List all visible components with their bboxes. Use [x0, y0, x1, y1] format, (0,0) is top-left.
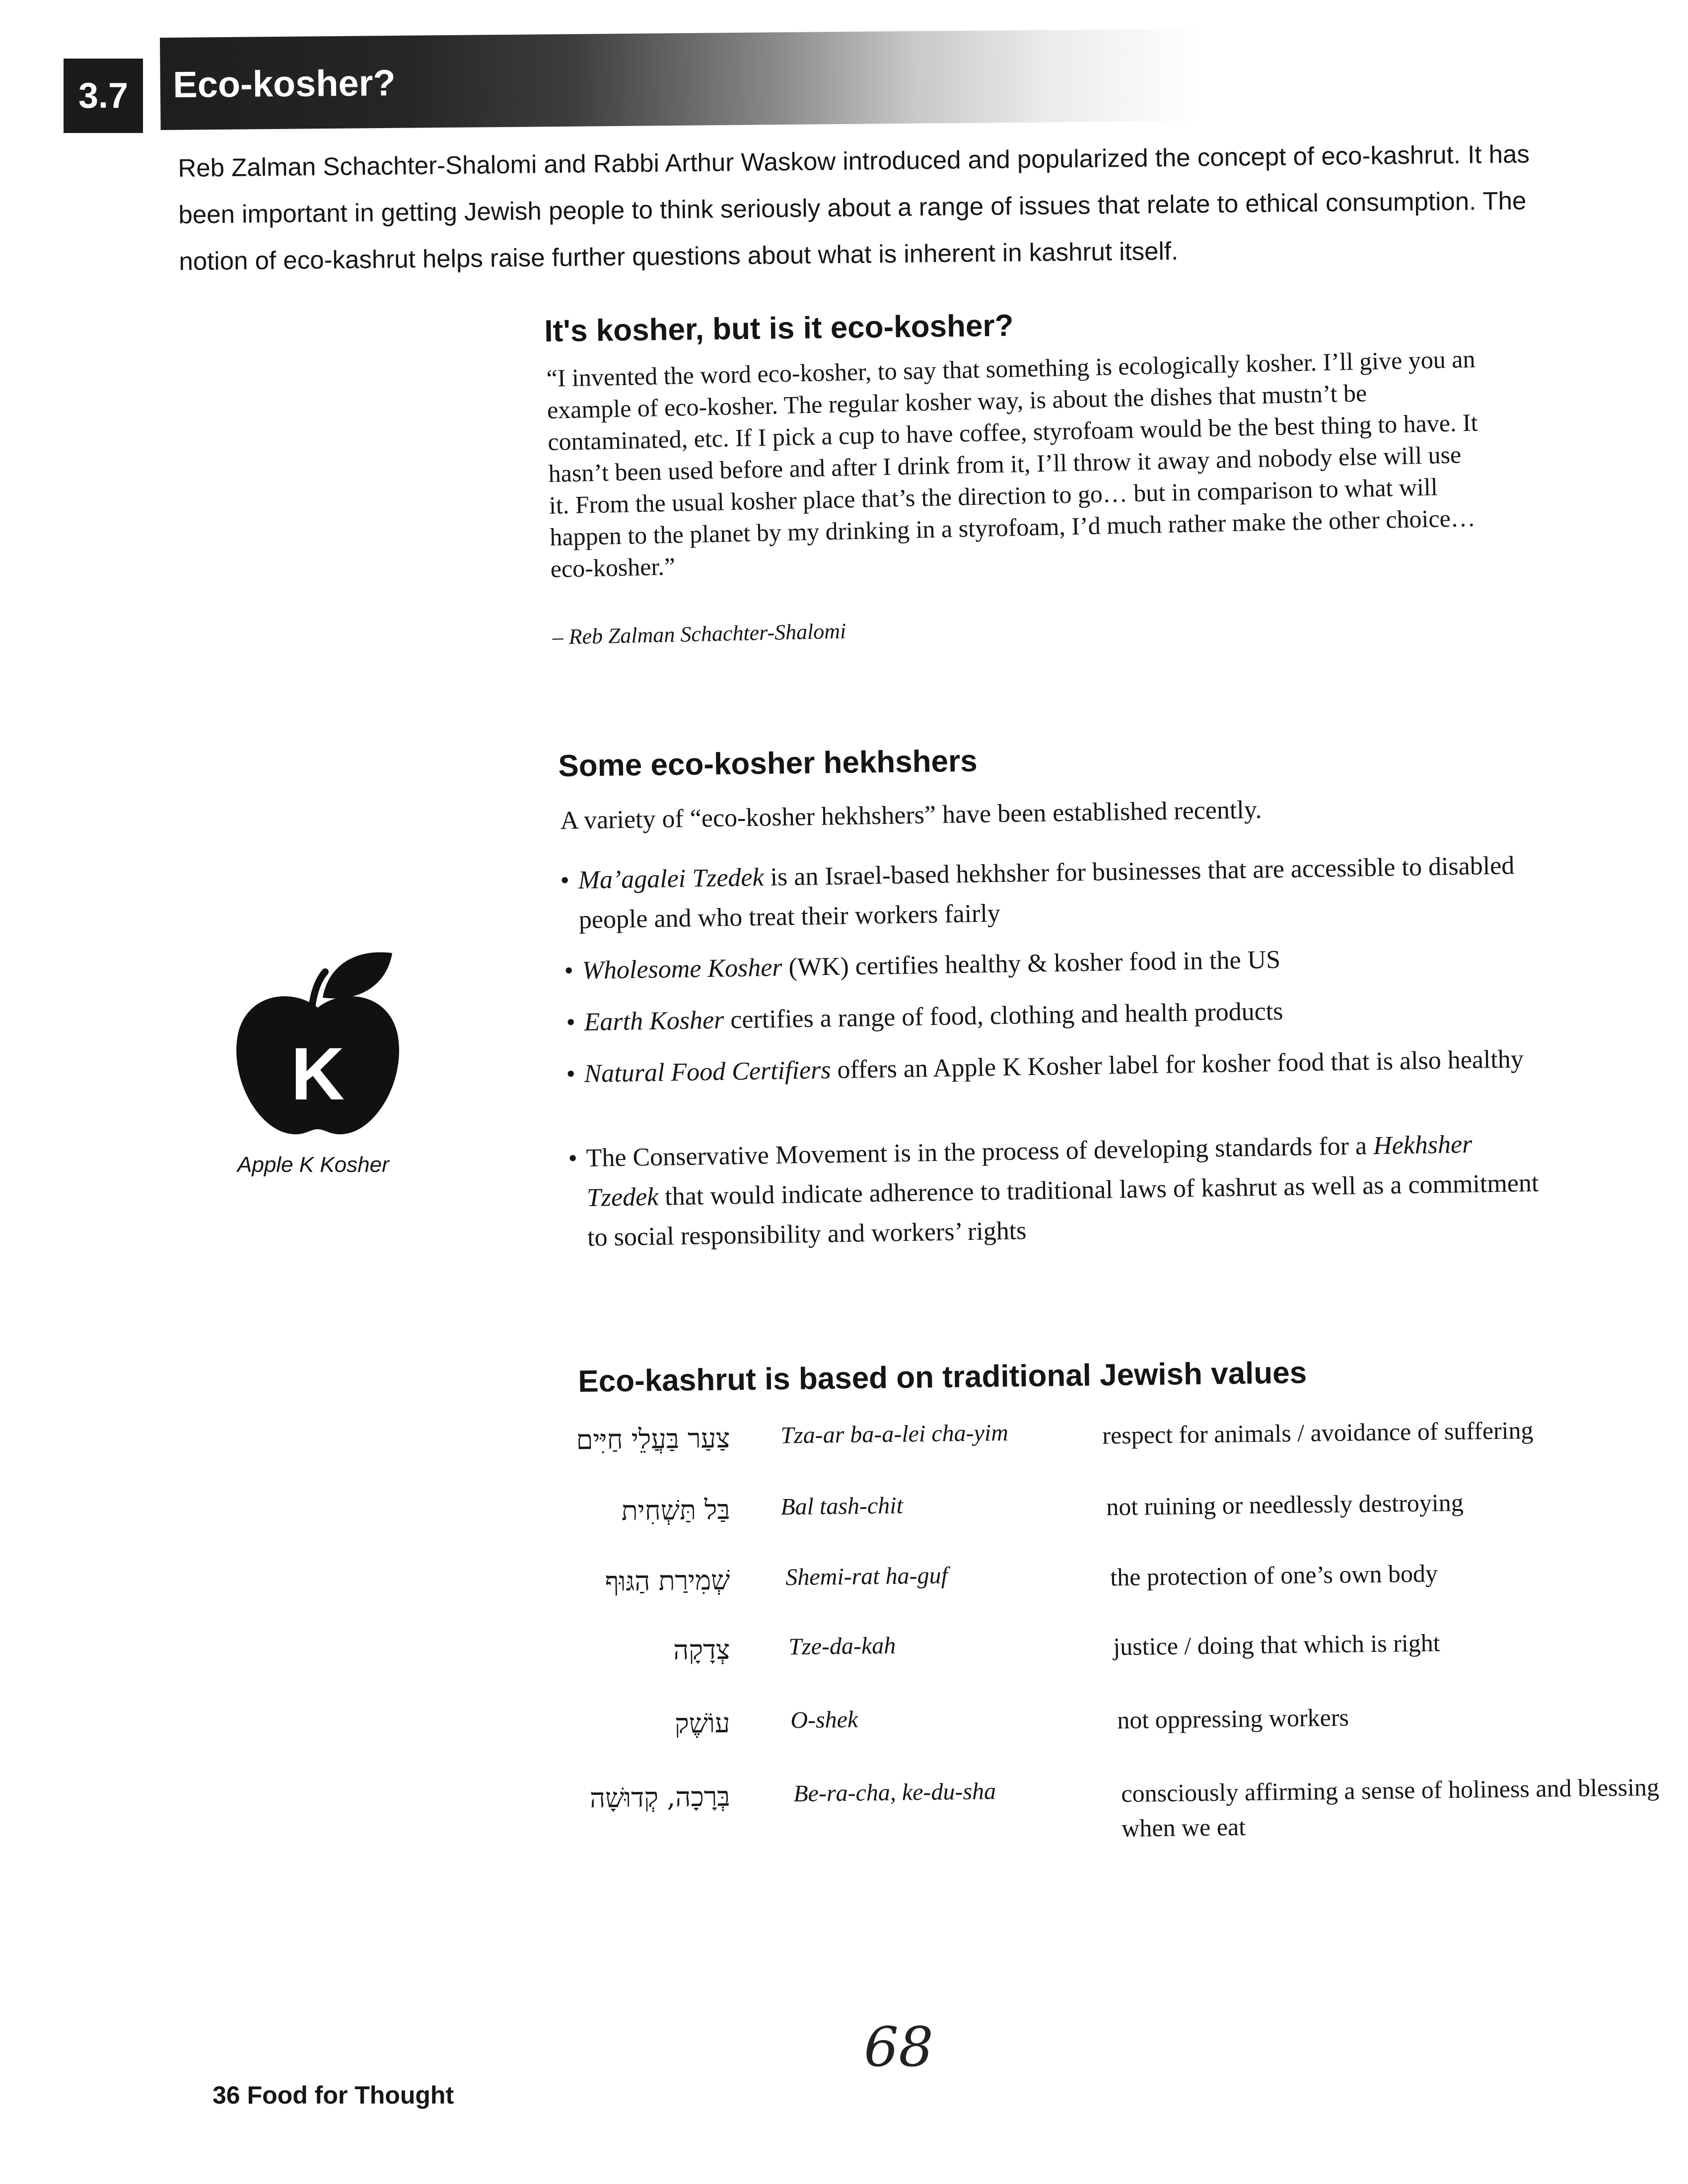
hekhsher-name: Natural Food Certifiers — [584, 1056, 831, 1088]
value-transliteration: O-shek — [790, 1706, 858, 1734]
value-meaning: consciously affirming a sense of holiness and blessing when we eat — [1121, 1773, 1660, 1843]
apple-letter: K — [290, 1032, 345, 1115]
value-transliteration: Tza-ar ba-a-lei cha-yim — [780, 1419, 1009, 1449]
hekhsher-desc: is an Israel-based hekhsher for businesses that are accessible to disabled people and who treat their workers fairly — [578, 851, 1515, 934]
value-transliteration: Be-ra-cha, ke-du-sha — [793, 1778, 996, 1807]
quote-text: “I invented the word eco-kosher, to say that something is ecologically kosher. I’ll give you an example of eco-kosher. The regular kosher way, is about the dishes that mustn’t be contaminated, etc. If I pick a cup to have coffee, styrofoam would be the best thing to have. It hasn’t been used before and after I drink from it, I’ll throw it away and nobody else will use it. From the usual kosher place that’s the direction to go… but in comparison to what will happen to the planet by my drinking in a styrofoam, I’d much rather make the other choice… eco-kosher.” — [546, 344, 1478, 583]
value-row — [477, 1623, 1618, 1666]
apple-leaf-icon — [323, 952, 392, 998]
value-meaning: not ruining or needlessly destroying — [1106, 1488, 1464, 1521]
footer-page-number: 36 — [212, 2081, 240, 2109]
value-hebrew: צַעַר בַּעֲלֵי חַיִּים — [576, 1422, 730, 1456]
hekhsher-desc: certifies a range of food, clothing and health products — [723, 997, 1283, 1034]
hekhshers-heading: Some eco-kosher hekhshers — [558, 744, 978, 783]
quote-heading: It's kosher, but is it eco-kosher? — [544, 308, 1014, 348]
apple-caption: Apple K Kosher — [237, 1153, 389, 1177]
value-row — [477, 1770, 1660, 1843]
section-number: 3.7 — [64, 59, 143, 133]
quote-attribution: – Reb Zalman Schachter-Shalomi — [552, 618, 846, 649]
hekhsher-desc: (WK) certifies healthy & kosher food in the US — [782, 945, 1281, 982]
hekhsher-item: • Wholesome Kosher (WK) certifies healthy & kosher food in the US — [564, 945, 1281, 985]
hekhsher-item: • Natural Food Certifiers offers an Apple K Kosher label for kosher food that is also healthy — [566, 1045, 1524, 1089]
value-row — [477, 1412, 1618, 1456]
apple-k-kosher-logo — [228, 933, 407, 1142]
hekhsher-name: Ma’agalei Tzedek — [578, 863, 765, 894]
hekhsher-name: Wholesome Kosher — [582, 953, 782, 985]
values-heading: Eco-kashrut is based on traditional Jewish values — [578, 1356, 1307, 1399]
hekhsher-name: Hekhsher Tzedek — [586, 1130, 1473, 1212]
value-row — [477, 1483, 1618, 1527]
page-footer — [212, 2081, 454, 2110]
value-transliteration: Tze-da-kah — [788, 1632, 896, 1660]
hekhsher-desc: that would indicate adherence to traditional laws of kashrut as well as a commitment to social responsibility and workers’ rights — [587, 1168, 1539, 1252]
value-hebrew: צְדָקָה — [673, 1634, 730, 1666]
value-row — [477, 1554, 1618, 1597]
intro-paragraph: Reb Zalman Schachter-Shalomi and Rabbi Arthur Waskow introduced and popularized the concept of eco-kashrut. It has been important in getting Jewish people to think seriously about a range of issues that relate to ethical consumption. The notion of eco-kashrut helps raise further questions about what is inherent in kashrut itself. — [178, 139, 1530, 275]
value-meaning: not oppressing workers — [1117, 1703, 1349, 1734]
value-transliteration: Shemi-rat ha-guf — [785, 1562, 948, 1591]
hekhsher-name: Earth Kosher — [584, 1006, 724, 1036]
value-meaning: justice / doing that which is right — [1113, 1629, 1440, 1661]
hekhsher-item: • The Conservative Movement is in the process of developing standards for a Hekhsher Tzedek that would indicate adherence to traditional laws of kashrut as well as a commitment to social responsibility and workers’ rights — [568, 1130, 1539, 1252]
footer-book-title: Food for Thought — [247, 2081, 454, 2109]
handwritten-page-number: 68 — [864, 2015, 933, 2079]
value-hebrew: בַּל תַּשְׁחִית — [621, 1494, 730, 1527]
value-hebrew: שְׁמִירַת הַגּוּף — [605, 1564, 730, 1597]
value-hebrew: עוֹשֶׁק — [674, 1707, 730, 1740]
value-meaning: the protection of one’s own body — [1110, 1559, 1438, 1591]
value-meaning: respect for animals / avoidance of suffering — [1102, 1416, 1534, 1449]
hekhsher-item: • Ma’agalei Tzedek is an Israel-based hekhsher for businesses that are accessible to disabled people and who treat their workers fairly — [560, 851, 1515, 934]
hekhsher-item: • Earth Kosher certifies a range of food, clothing and health products — [566, 997, 1283, 1037]
hekhsher-desc-pre: The Conservative Movement is in the process of developing standards for a — [586, 1132, 1374, 1172]
hekhsher-desc: offers an Apple K Kosher label for kosher food that is also healthy — [831, 1045, 1524, 1085]
hekhshers-intro: A variety of “eco-kosher hekhshers” have been established recently. — [560, 795, 1262, 835]
page-title: Eco-kosher? — [173, 62, 396, 105]
value-transliteration: Bal tash-chit — [780, 1492, 904, 1520]
value-hebrew: בְּרָכָה, קְדוּשָׁה — [589, 1780, 730, 1814]
value-row — [477, 1697, 1618, 1740]
apple-stem-icon — [312, 972, 325, 1008]
